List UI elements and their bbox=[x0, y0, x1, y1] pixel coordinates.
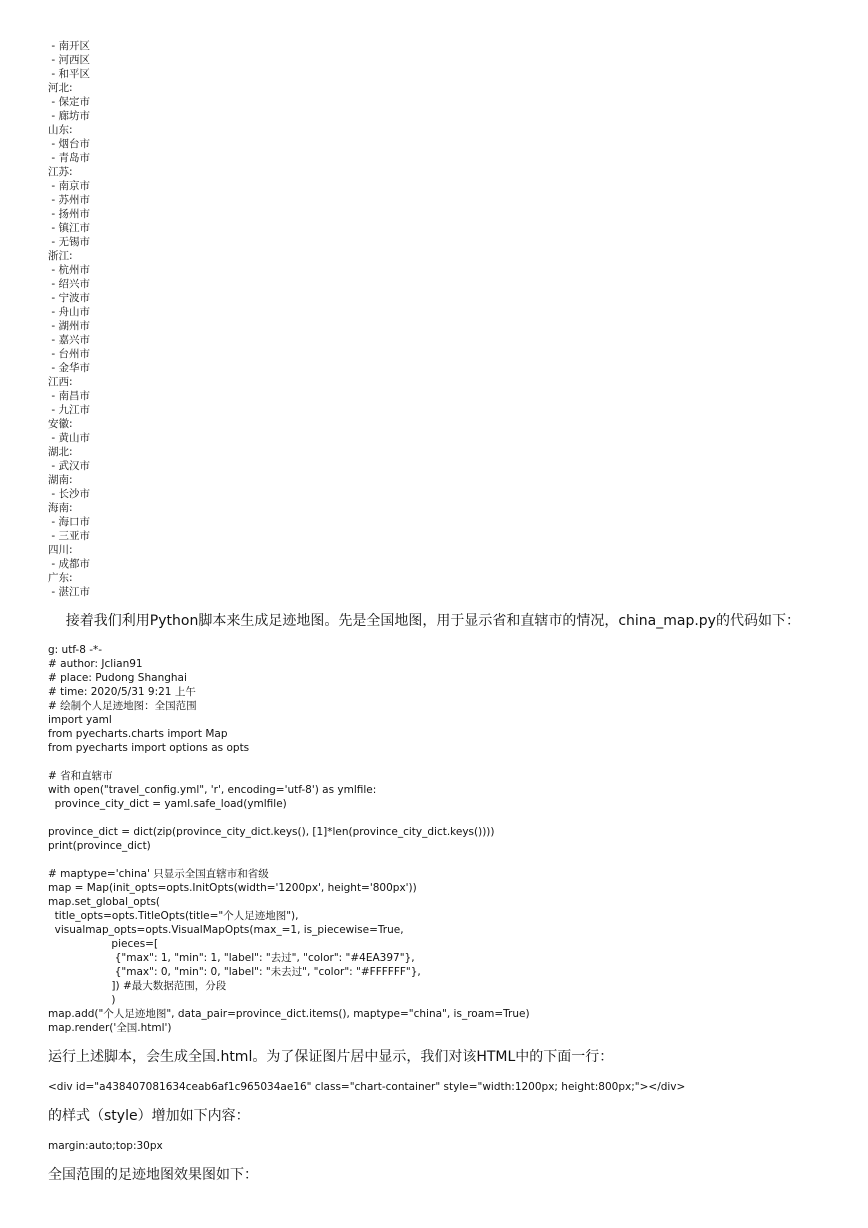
code-line bbox=[48, 853, 530, 867]
style-paragraph: 的样式（style）增加如下内容： bbox=[48, 1108, 250, 1124]
code-line bbox=[48, 811, 530, 825]
yaml-list-line: - 宁波市 bbox=[48, 292, 90, 304]
html-div-code: <div id="a438407081634ceab6af1c965034ae16" class="chart-container" style="width:1200px; height:800px;"></div> bbox=[48, 1081, 686, 1093]
intro-paragraph: 接着我们利用Python脚本来生成足迹地图。先是全国地图，用于显示省和直辖市的情况，china_map.py的代码如下： bbox=[48, 613, 800, 629]
code-line: visualmap_opts=opts.VisualMapOpts(max_=1, is_piecewise=True, bbox=[48, 924, 404, 936]
code-line: province_dict = dict(zip(province_city_dict.keys(), [1]*len(province_city_dict.keys()))) bbox=[48, 826, 495, 838]
code-line bbox=[48, 755, 530, 769]
code-line: province_city_dict = yaml.safe_load(ymlfile) bbox=[48, 798, 287, 810]
yaml-list-line: - 台州市 bbox=[48, 348, 90, 360]
yaml-list-line: 湖南: bbox=[48, 474, 73, 486]
yaml-list-line: - 烟台市 bbox=[48, 138, 90, 150]
code-line: print(province_dict) bbox=[48, 840, 151, 852]
code-line: {"max": 0, "min": 0, "label": "未去过", "color": "#FFFFFF"}, bbox=[48, 966, 421, 978]
code-line: with open("travel_config.yml", 'r', encoding='utf-8') as ymlfile: bbox=[48, 784, 377, 796]
yaml-list-line: - 南昌市 bbox=[48, 390, 90, 402]
code-line: title_opts=opts.TitleOpts(title="个人足迹地图"), bbox=[48, 910, 299, 922]
code-line: # place: Pudong Shanghai bbox=[48, 672, 187, 684]
code-line: from pyecharts import options as opts bbox=[48, 742, 250, 754]
code-line: map.render('全国.html') bbox=[48, 1022, 172, 1034]
yaml-list-line: 海南: bbox=[48, 502, 73, 514]
yaml-city-list bbox=[48, 39, 90, 599]
code-line: import yaml bbox=[48, 714, 112, 726]
yaml-list-line: - 湖州市 bbox=[48, 320, 90, 332]
yaml-list-line: 浙江: bbox=[48, 250, 73, 262]
yaml-list-line: 广东: bbox=[48, 572, 73, 584]
yaml-list-line: - 长沙市 bbox=[48, 488, 90, 500]
yaml-list-line: - 杭州市 bbox=[48, 264, 90, 276]
python-code-block bbox=[48, 643, 530, 1035]
yaml-list-line: - 九江市 bbox=[48, 404, 90, 416]
yaml-list-line: - 金华市 bbox=[48, 362, 90, 374]
yaml-list-line: - 河西区 bbox=[48, 54, 90, 66]
yaml-list-line: - 镇江市 bbox=[48, 222, 90, 234]
yaml-list-line: 江苏: bbox=[48, 166, 73, 178]
map-result-paragraph: 全国范围的足迹地图效果图如下： bbox=[48, 1167, 258, 1183]
run-script-paragraph: 运行上述脚本，会生成全国.html。为了保证图片居中显示，我们对该HTML中的下面一行： bbox=[48, 1049, 614, 1065]
yaml-list-line: - 成都市 bbox=[48, 558, 90, 570]
yaml-list-line: 山东: bbox=[48, 124, 73, 136]
code-line: ]) #最大数据范围，分段 bbox=[48, 980, 227, 992]
yaml-list-line: - 苏州市 bbox=[48, 194, 90, 206]
yaml-list-line: - 黄山市 bbox=[48, 432, 90, 444]
code-line: # author: Jclian91 bbox=[48, 658, 143, 670]
code-line: # 绘制个人足迹地图：全国范围 bbox=[48, 700, 197, 712]
style-code: margin:auto;top:30px bbox=[48, 1140, 163, 1152]
yaml-list-line: - 绍兴市 bbox=[48, 278, 90, 290]
yaml-list-line: 湖北: bbox=[48, 446, 73, 458]
code-line: g: utf-8 -*- bbox=[48, 644, 103, 656]
code-line: # 省和直辖市 bbox=[48, 770, 113, 782]
code-line: map = Map(init_opts=opts.InitOpts(width='1200px', height='800px')) bbox=[48, 882, 417, 894]
yaml-list-line: - 和平区 bbox=[48, 68, 90, 80]
yaml-list-line: - 三亚市 bbox=[48, 530, 90, 542]
yaml-list-line: 河北: bbox=[48, 82, 73, 94]
code-line: map.add("个人足迹地图", data_pair=province_dict.items(), maptype="china", is_roam=True) bbox=[48, 1008, 530, 1020]
yaml-list-line: - 嘉兴市 bbox=[48, 334, 90, 346]
yaml-list-line: - 扬州市 bbox=[48, 208, 90, 220]
yaml-list-line: 四川: bbox=[48, 544, 73, 556]
code-line: ) bbox=[48, 994, 116, 1006]
code-line: {"max": 1, "min": 1, "label": "去过", "color": "#4EA397"}, bbox=[48, 952, 415, 964]
code-line: map.set_global_opts( bbox=[48, 896, 161, 908]
yaml-list-line: - 无锡市 bbox=[48, 236, 90, 248]
yaml-list-line: - 廊坊市 bbox=[48, 110, 90, 122]
yaml-list-line: 安徽: bbox=[48, 418, 73, 430]
yaml-list-line: - 南京市 bbox=[48, 180, 90, 192]
yaml-list-line: 江西: bbox=[48, 376, 73, 388]
yaml-list-line: - 海口市 bbox=[48, 516, 90, 528]
code-line: # time: 2020/5/31 9:21 上午 bbox=[48, 686, 196, 698]
yaml-list-line: - 南开区 bbox=[48, 40, 90, 52]
yaml-list-line: - 保定市 bbox=[48, 96, 90, 108]
yaml-list-line: - 舟山市 bbox=[48, 306, 90, 318]
code-line: from pyecharts.charts import Map bbox=[48, 728, 228, 740]
code-line: pieces=[ bbox=[48, 938, 159, 950]
yaml-list-line: - 青岛市 bbox=[48, 152, 90, 164]
yaml-list-line: - 武汉市 bbox=[48, 460, 90, 472]
yaml-list-line: - 湛江市 bbox=[48, 586, 90, 598]
code-line: # maptype='china' 只显示全国直辖市和省级 bbox=[48, 868, 269, 880]
